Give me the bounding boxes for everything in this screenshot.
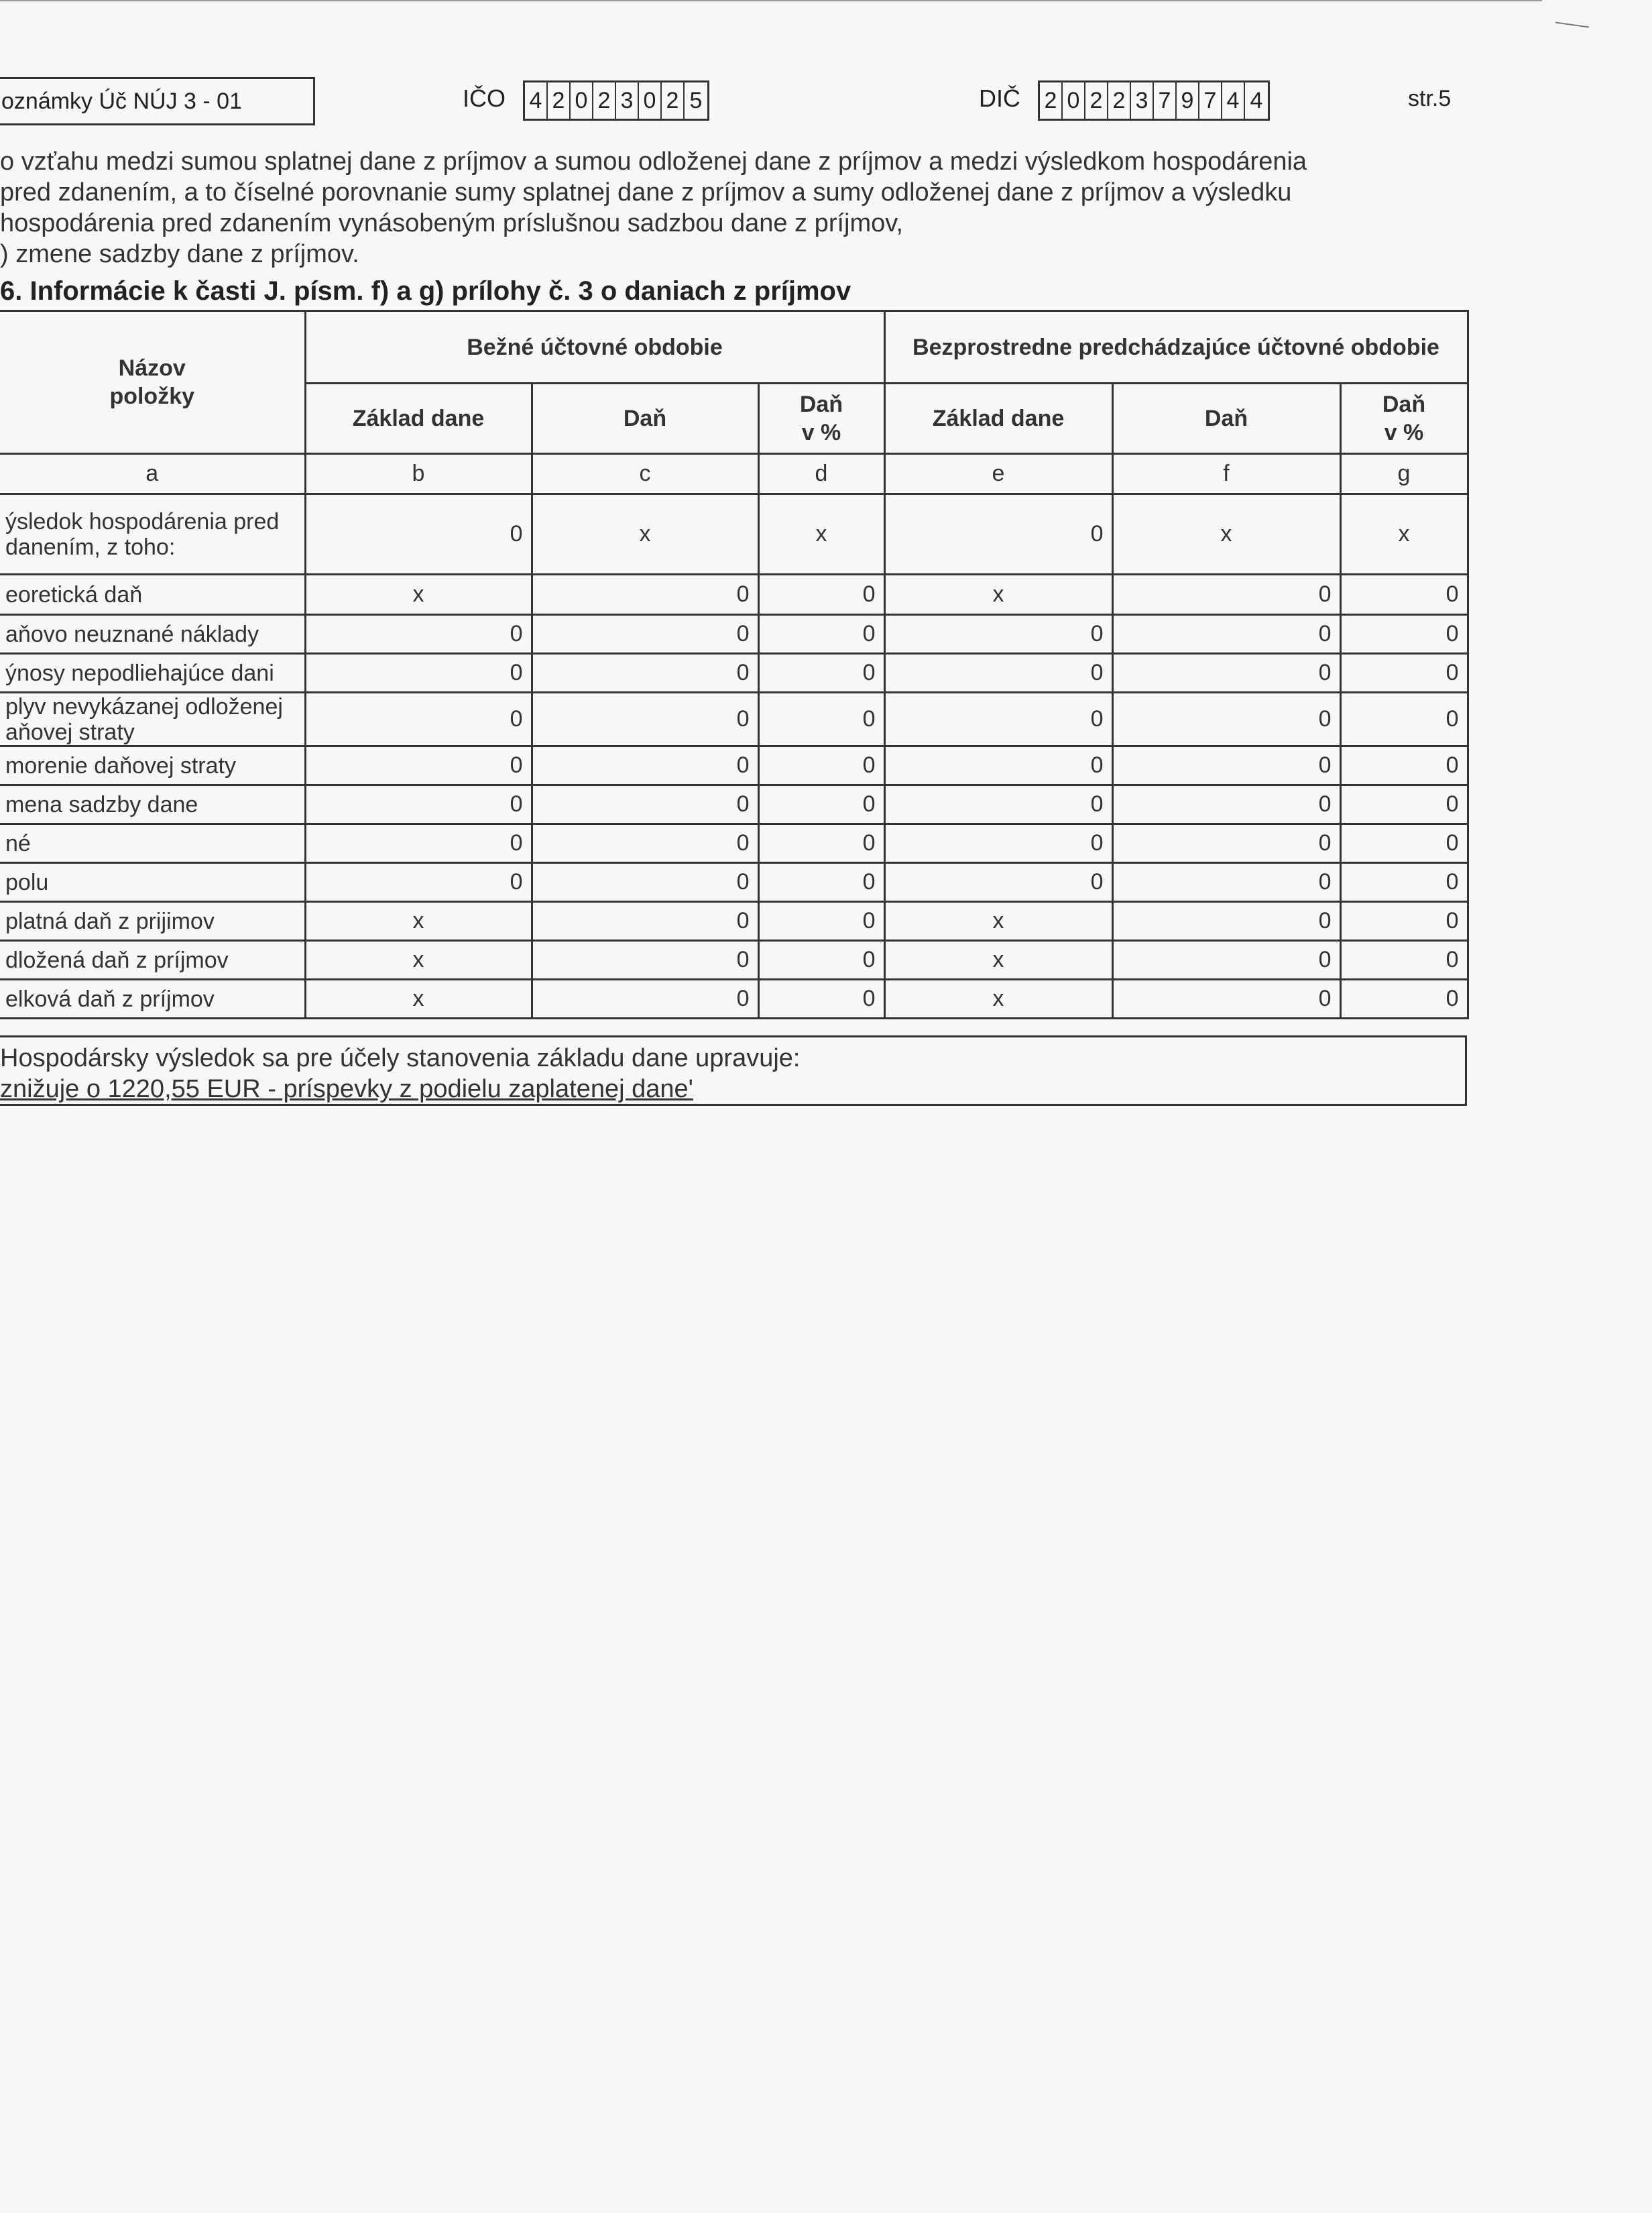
- cell-d: 0: [758, 824, 884, 863]
- digit-cell: 0: [639, 82, 662, 119]
- cell-c: 0: [532, 785, 758, 824]
- digit-cell: 2: [662, 82, 685, 119]
- intro-line: ) zmene sadzby dane z príjmov.: [0, 240, 359, 268]
- cell-g: 0: [1340, 693, 1468, 746]
- intro-line: o vzťahu medzi sumou splatnej dane z príjmov a sumou odloženej dane z príjmov a medzi výsledkom hospodárenia: [0, 148, 1307, 176]
- cell-b: 0: [305, 863, 532, 902]
- digit-cell: 2: [1085, 82, 1108, 119]
- intro-line: pred zdanením, a to číselné porovnanie sumy splatnej dane z príjmov a sumy odloženej dane z príjmov a výsledku: [0, 178, 1292, 207]
- note-line-2: znižuje o 1220,55 EUR - príspevky z podielu zaplatenej dane': [0, 1075, 693, 1103]
- row-name: platná daň z prijimov: [0, 902, 305, 941]
- sub-header-tax: Daň: [1112, 384, 1340, 454]
- row-name: dložená daň z príjmov: [0, 941, 305, 980]
- page-number: str.5: [1408, 86, 1452, 111]
- row-name: ýnosy nepodliehajúce dani: [0, 654, 305, 693]
- cell-g: 0: [1340, 654, 1468, 693]
- digit-cell: 4: [525, 82, 548, 119]
- cell-f: 0: [1112, 902, 1340, 941]
- cell-d: 0: [758, 615, 884, 654]
- tax-table: [0, 310, 1469, 1019]
- cell-c: 0: [532, 615, 758, 654]
- cell-e: 0: [884, 863, 1112, 902]
- table-row: [0, 902, 1468, 941]
- letter-cell: e: [884, 454, 1112, 494]
- cell-f: 0: [1112, 746, 1340, 785]
- cell-b: 0: [305, 824, 532, 863]
- cell-g: 0: [1340, 824, 1468, 863]
- letter-cell: c: [532, 454, 758, 494]
- row-name: eoretická daň: [0, 575, 305, 615]
- col-header-name: Názov položky: [0, 311, 305, 454]
- digit-cell: 4: [1222, 82, 1245, 119]
- row-name: plyv nevykázanej odloženej aňovej straty: [0, 693, 305, 746]
- cell-b: 0: [305, 693, 532, 746]
- cell-d: 0: [758, 980, 884, 1019]
- letter-cell: f: [1112, 454, 1340, 494]
- cell-b: 0: [305, 494, 532, 575]
- row-name: polu: [0, 863, 305, 902]
- cell-f: 0: [1112, 615, 1340, 654]
- digit-cell: 3: [1131, 82, 1154, 119]
- cell-c: 0: [532, 575, 758, 615]
- digit-cell: 2: [1108, 82, 1131, 119]
- cell-d: 0: [758, 654, 884, 693]
- table-row: [0, 746, 1468, 785]
- cell-b: x: [305, 902, 532, 941]
- table-row: [0, 615, 1468, 654]
- letter-cell: d: [758, 454, 884, 494]
- cell-e: 0: [884, 785, 1112, 824]
- cell-c: 0: [532, 693, 758, 746]
- table-row: [0, 575, 1468, 615]
- digit-cell: 0: [1063, 82, 1085, 119]
- group-header-current: Bežné účtovné obdobie: [305, 311, 884, 384]
- row-name: né: [0, 824, 305, 863]
- table-row: [0, 693, 1468, 746]
- cell-c: 0: [532, 941, 758, 980]
- digit-cell: 2: [548, 82, 571, 119]
- ico-digits: [523, 80, 709, 121]
- row-name: morenie daňovej straty: [0, 746, 305, 785]
- section-title: 6. Informácie k časti J. písm. f) a g) prílohy č. 3 o daniach z príjmov: [0, 276, 851, 306]
- cell-b: x: [305, 575, 532, 615]
- letter-cell: a: [0, 454, 305, 494]
- digit-cell: 5: [689, 88, 703, 113]
- letter-cell: g: [1340, 454, 1468, 494]
- cell-e: 0: [884, 746, 1112, 785]
- cell-f: 0: [1112, 654, 1340, 693]
- sub-header-base: Základ dane: [884, 384, 1112, 454]
- digit-cell: 4: [1250, 88, 1263, 113]
- cell-b: x: [305, 980, 532, 1019]
- digit-cell: 0: [571, 82, 593, 119]
- cell-b: 0: [305, 654, 532, 693]
- cell-e: x: [884, 941, 1112, 980]
- cell-e: 0: [884, 494, 1112, 575]
- cell-f: 0: [1112, 693, 1340, 746]
- cell-g: 0: [1340, 941, 1468, 980]
- table-row: [0, 494, 1468, 575]
- cell-f: 0: [1112, 575, 1340, 615]
- intro-paragraph: [0, 146, 1307, 270]
- digit-cell: 3: [616, 82, 639, 119]
- letter-cell: b: [305, 454, 532, 494]
- note-box: [0, 1035, 1467, 1106]
- cell-e: x: [884, 980, 1112, 1019]
- cell-g: x: [1340, 494, 1468, 575]
- intro-line: hospodárenia pred zdanením vynásobeným príslušnou sadzbou dane z príjmov,: [0, 209, 903, 237]
- sub-header-tax: Daň: [532, 384, 758, 454]
- cell-f: x: [1112, 494, 1340, 575]
- cell-d: 0: [758, 863, 884, 902]
- cell-d: 0: [758, 902, 884, 941]
- ico-label: IČO: [463, 84, 506, 112]
- cell-c: 0: [532, 863, 758, 902]
- cell-d: x: [758, 494, 884, 575]
- corner-mark: [1555, 8, 1589, 27]
- cell-e: 0: [884, 654, 1112, 693]
- cell-g: 0: [1340, 746, 1468, 785]
- top-edge-line: [0, 0, 1542, 1]
- cell-c: 0: [532, 980, 758, 1019]
- digit-cell: 7: [1154, 82, 1177, 119]
- sub-header-base: Základ dane: [305, 384, 532, 454]
- cell-g: 0: [1340, 902, 1468, 941]
- digit-cell: 7: [1199, 82, 1222, 119]
- cell-e: 0: [884, 615, 1112, 654]
- dic-label: DIČ: [979, 84, 1020, 112]
- cell-g: 0: [1340, 980, 1468, 1019]
- table-row: [0, 863, 1468, 902]
- table-row: [0, 824, 1468, 863]
- cell-b: 0: [305, 785, 532, 824]
- group-header-previous: Bezprostredne predchádzajúce účtovné obdobie: [884, 311, 1468, 384]
- cell-g: 0: [1340, 615, 1468, 654]
- table-row: [0, 654, 1468, 693]
- cell-f: 0: [1112, 941, 1340, 980]
- row-name: ýsledok hospodárenia pred danením, z toho:: [0, 494, 305, 575]
- cell-c: x: [532, 494, 758, 575]
- cell-e: x: [884, 902, 1112, 941]
- cell-g: 0: [1340, 785, 1468, 824]
- cell-d: 0: [758, 575, 884, 615]
- dic-digits: [1038, 80, 1270, 121]
- cell-f: 0: [1112, 980, 1340, 1019]
- table-row: [0, 980, 1468, 1019]
- cell-e: 0: [884, 824, 1112, 863]
- cell-d: 0: [758, 785, 884, 824]
- table-row: [0, 941, 1468, 980]
- cell-c: 0: [532, 902, 758, 941]
- cell-d: 0: [758, 693, 884, 746]
- cell-d: 0: [758, 746, 884, 785]
- row-name: mena sadzby dane: [0, 785, 305, 824]
- cell-c: 0: [532, 654, 758, 693]
- cell-b: 0: [305, 746, 532, 785]
- sub-header-pct: Daň v %: [1340, 384, 1468, 454]
- form-label: oznámky Úč NÚJ 3 - 01: [1, 89, 242, 114]
- cell-d: 0: [758, 941, 884, 980]
- form-label-box: [0, 77, 315, 125]
- cell-e: 0: [884, 693, 1112, 746]
- cell-c: 0: [532, 824, 758, 863]
- cell-f: 0: [1112, 863, 1340, 902]
- cell-b: 0: [305, 615, 532, 654]
- cell-b: x: [305, 941, 532, 980]
- note-line-1: Hospodársky výsledok sa pre účely stanovenia základu dane upravuje:: [0, 1044, 801, 1072]
- cell-f: 0: [1112, 785, 1340, 824]
- digit-cell: 2: [1040, 82, 1063, 119]
- row-name: elková daň z príjmov: [0, 980, 305, 1019]
- row-name: aňovo neuznané náklady: [0, 615, 305, 654]
- cell-f: 0: [1112, 824, 1340, 863]
- table-row: [0, 785, 1468, 824]
- cell-g: 0: [1340, 575, 1468, 615]
- letter-row: [0, 454, 1468, 494]
- cell-g: 0: [1340, 863, 1468, 902]
- sub-header-pct: Daň v %: [758, 384, 884, 454]
- digit-cell: 2: [593, 82, 616, 119]
- cell-c: 0: [532, 746, 758, 785]
- digit-cell: 9: [1177, 82, 1199, 119]
- cell-e: x: [884, 575, 1112, 615]
